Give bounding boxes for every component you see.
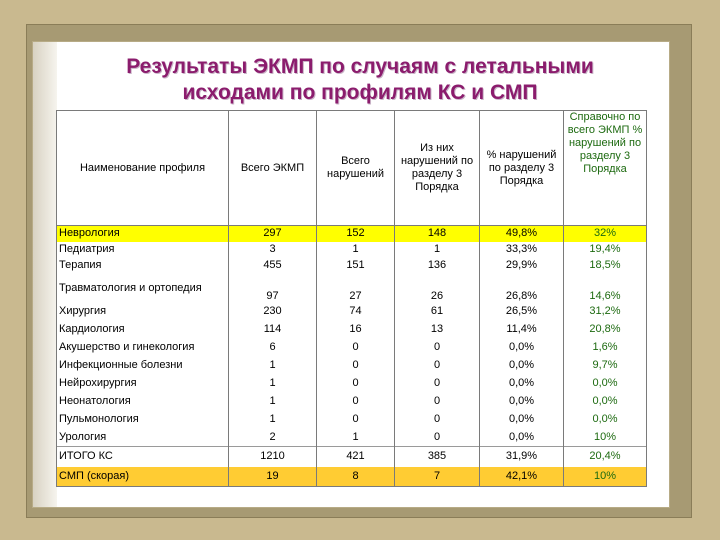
row-pct-section3: 26,5% xyxy=(480,303,564,321)
row-name: Нейрохирургия xyxy=(57,375,229,393)
row-section3: 7 xyxy=(395,467,480,487)
row-total-ekmp: 114 xyxy=(229,321,317,339)
row-total-ekmp: 1 xyxy=(229,357,317,375)
row-total-ekmp: 2 xyxy=(229,429,317,447)
row-total-violations: 74 xyxy=(317,303,395,321)
row-total-ekmp: 1 xyxy=(229,375,317,393)
row-total-violations: 0 xyxy=(317,411,395,429)
row-name: Хирургия xyxy=(57,303,229,321)
row-total-violations: 0 xyxy=(317,375,395,393)
row-section3: 13 xyxy=(395,321,480,339)
row-pct-section3: 0,0% xyxy=(480,411,564,429)
row-section3: 0 xyxy=(395,375,480,393)
row-total-violations: 0 xyxy=(317,357,395,375)
header-reference: Справочно по всего ЭКМП % нарушений по разделу 3 Порядка xyxy=(564,111,647,226)
total-ks-row xyxy=(57,447,647,467)
row-total-ekmp: 297 xyxy=(229,226,317,242)
row-reference: 32% xyxy=(564,226,647,242)
row-name: Пульмонология xyxy=(57,411,229,429)
row-section3: 1 xyxy=(395,242,480,258)
header-row xyxy=(57,111,647,226)
table-row xyxy=(57,242,647,258)
row-total-violations: 16 xyxy=(317,321,395,339)
row-total-ekmp: 1 xyxy=(229,393,317,411)
row-name: Акушерство и гинекология xyxy=(57,339,229,357)
row-reference: 10% xyxy=(564,467,647,487)
row-section3: 0 xyxy=(395,393,480,411)
header-section3: Из них нарушений по разделу 3 Порядка xyxy=(395,111,480,226)
row-total-ekmp: 3 xyxy=(229,242,317,258)
smp-row xyxy=(57,467,647,487)
row-reference: 20,8% xyxy=(564,321,647,339)
row-total-ekmp: 1 xyxy=(229,411,317,429)
header-total-ekmp: Всего ЭКМП xyxy=(229,111,317,226)
row-total-violations: 421 xyxy=(317,447,395,467)
row-total-violations: 8 xyxy=(317,467,395,487)
table-row xyxy=(57,357,647,375)
row-name: Кардиология xyxy=(57,321,229,339)
table-row xyxy=(57,321,647,339)
row-section3: 61 xyxy=(395,303,480,321)
table-row xyxy=(57,274,647,303)
row-pct-section3: 33,3% xyxy=(480,242,564,258)
slide-title xyxy=(60,54,660,106)
row-name: СМП (скорая) xyxy=(57,467,229,487)
row-reference: 0,0% xyxy=(564,393,647,411)
row-total-ekmp: 6 xyxy=(229,339,317,357)
row-total-violations: 27 xyxy=(317,274,395,303)
row-pct-section3: 0,0% xyxy=(480,339,564,357)
row-reference: 0,0% xyxy=(564,375,647,393)
row-pct-section3: 0,0% xyxy=(480,357,564,375)
row-total-violations: 1 xyxy=(317,429,395,447)
row-section3: 0 xyxy=(395,411,480,429)
table-row xyxy=(57,393,647,411)
row-name: Терапия xyxy=(57,258,229,274)
row-pct-section3: 0,0% xyxy=(480,429,564,447)
row-total-violations: 151 xyxy=(317,258,395,274)
row-name: Урология xyxy=(57,429,229,447)
row-total-ekmp: 19 xyxy=(229,467,317,487)
row-total-ekmp: 455 xyxy=(229,258,317,274)
row-reference: 18,5% xyxy=(564,258,647,274)
row-pct-section3: 11,4% xyxy=(480,321,564,339)
table-row xyxy=(57,411,647,429)
header-profile: Наименование профиля xyxy=(57,111,229,226)
row-name: Педиатрия xyxy=(57,242,229,258)
row-total-violations: 152 xyxy=(317,226,395,242)
row-reference: 10% xyxy=(564,429,647,447)
row-pct-section3: 31,9% xyxy=(480,447,564,467)
row-name: Травматология и ортопедия xyxy=(57,274,229,303)
row-reference: 20,4% xyxy=(564,447,647,467)
row-section3: 0 xyxy=(395,429,480,447)
row-reference: 9,7% xyxy=(564,357,647,375)
header-pct-section3: % нарушений по разделу 3 Порядка xyxy=(480,111,564,226)
row-reference: 19,4% xyxy=(564,242,647,258)
table-row xyxy=(57,226,647,242)
table-row xyxy=(57,339,647,357)
row-pct-section3: 49,8% xyxy=(480,226,564,242)
table-row xyxy=(57,303,647,321)
title-line-1: Результаты ЭКМП по случаям с летальными xyxy=(126,55,594,78)
row-name: Неонатология xyxy=(57,393,229,411)
row-pct-section3: 29,9% xyxy=(480,258,564,274)
results-table xyxy=(56,110,647,487)
row-section3: 0 xyxy=(395,339,480,357)
row-section3: 385 xyxy=(395,447,480,467)
row-section3: 26 xyxy=(395,274,480,303)
slide-decoration xyxy=(33,42,57,507)
table-row xyxy=(57,429,647,447)
row-reference: 0,0% xyxy=(564,411,647,429)
row-section3: 136 xyxy=(395,258,480,274)
row-section3: 148 xyxy=(395,226,480,242)
row-section3: 0 xyxy=(395,357,480,375)
table-row xyxy=(57,258,647,274)
row-name: Инфекционные болезни xyxy=(57,357,229,375)
row-pct-section3: 42,1% xyxy=(480,467,564,487)
row-total-violations: 1 xyxy=(317,242,395,258)
row-name: ИТОГО КС xyxy=(57,447,229,467)
row-reference: 1,6% xyxy=(564,339,647,357)
row-pct-section3: 26,8% xyxy=(480,274,564,303)
row-name: Неврология xyxy=(57,226,229,242)
header-total-violations: Всего нарушений xyxy=(317,111,395,226)
row-reference: 14,6% xyxy=(564,274,647,303)
table-row xyxy=(57,375,647,393)
row-total-ekmp: 1210 xyxy=(229,447,317,467)
row-pct-section3: 0,0% xyxy=(480,393,564,411)
row-total-violations: 0 xyxy=(317,393,395,411)
row-total-ekmp: 230 xyxy=(229,303,317,321)
row-reference: 31,2% xyxy=(564,303,647,321)
row-total-ekmp: 97 xyxy=(229,274,317,303)
row-total-violations: 0 xyxy=(317,339,395,357)
title-line-2: исходами по профилям КС и СМП xyxy=(182,81,538,104)
row-pct-section3: 0,0% xyxy=(480,375,564,393)
